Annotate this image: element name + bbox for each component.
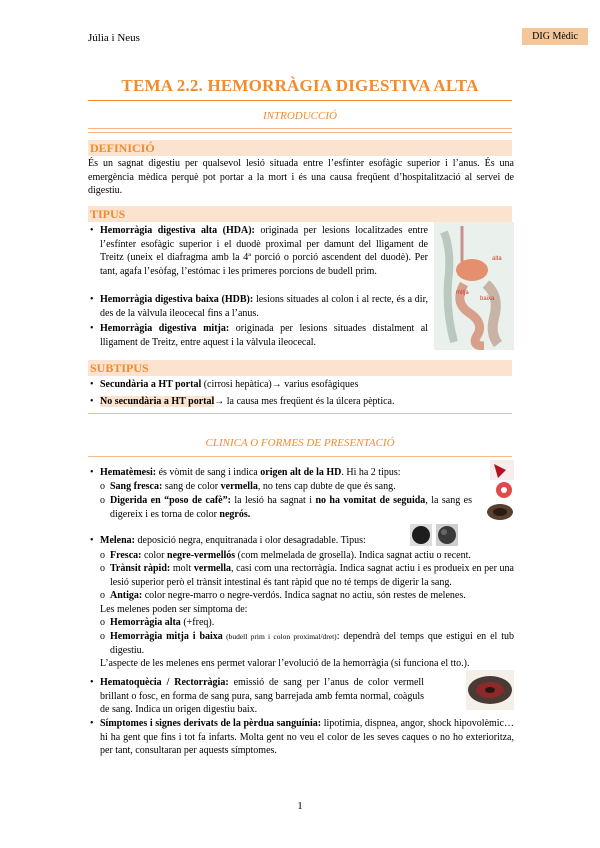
subtipus-item-2: • No secundària a HT portal→ la causa mes freqüent és la úlcera pèptica. — [90, 396, 395, 407]
bullet-icon: • — [90, 294, 94, 305]
clinica-melena: • Melena: deposició negra, enquitranada i olor desagradable. Tipus: — [90, 535, 366, 546]
bullet-icon: • — [90, 379, 94, 390]
subtipus-item-1: • Secundària a HT portal (cirrosi hepàtica)→ varius esofàgiques — [90, 379, 359, 390]
section-definicio-heading: DEFINICIÓ — [88, 140, 512, 156]
label-alta: alta — [492, 256, 502, 262]
melena-symptom-line: Les melenes poden ser símptoma de: — [100, 604, 248, 615]
clinica-divider — [88, 456, 512, 457]
bullet-icon: • — [90, 535, 94, 546]
intro-divider-2 — [88, 132, 512, 133]
tipus-item-hda: • Hemorràgia digestiva alta (HDA): originada per lesions localitzades entre l’esfínter esofàgic superior i el duodè proximal per damunt del lligament de Treitz (uneix el diafragma amb la 4ª porció o porció ascendent del duodè). Per tant, agafa l’esòfag, l’estómac i les primeres porcions de budell prim. — [90, 225, 428, 277]
page-title: TEMA 2.2. HEMORRÀGIA DIGESTIVA ALTA — [121, 76, 479, 95]
melena-hemorragia-mitja-baixa: o Hemorràgia mitja i baixa (budell prim i colon proximal/dret): dependrà del temps que estigui en el tub digestiu. — [100, 631, 514, 656]
bullet-icon: • — [90, 323, 94, 334]
hematemesi-poso-cafe: o Digerida en “poso de cafè”: la lesió ha sagnat i no ha vomitat de seguida, la sang es digereix i es torna de color negrós. — [100, 495, 472, 520]
melena-antiga: o Antiga: color negre-marro o negre-verdós. Indica sagnat no actiu, són restes de melenes. — [100, 590, 466, 601]
intro-divider — [88, 128, 512, 129]
section-subtipus-heading: SUBTIPUS — [88, 360, 512, 376]
definicio-text: És un sagnat digestiu per qualsevol lesió situada entre l’esfínter esofàgic superior i l’anus. És una emergència mèdica perquè pot portar a la mort i és una causa freqüent d’hospitalització al servei de digestiu. — [88, 158, 514, 196]
bullet-icon: • — [90, 467, 94, 478]
hematoquecia-illustration — [466, 670, 514, 710]
subtipus-divider — [88, 413, 512, 414]
section-tipus-heading: TIPUS — [88, 206, 512, 222]
bullet-icon: • — [90, 718, 94, 729]
title-divider — [88, 100, 512, 101]
vomit-blood-illustration — [478, 460, 514, 522]
melena-transit-rapid: o Trànsit ràpid: molt vermella, casi com una rectorràgia. Indica sagnat actiu i es produeix en per una lesió superior però el trànsit intestinal és tant ràpid que no té temps de digerir la sang. — [100, 563, 514, 588]
page-number: 1 — [297, 800, 303, 812]
header-author: Júlia i Neus — [88, 32, 140, 44]
digestive-tract-illustration — [434, 222, 514, 350]
melena-hemorragia-alta: o Hemorràgia alta (+freq). — [100, 617, 215, 628]
bullet-icon: • — [90, 677, 94, 688]
clinica-hematoquecia: • Hematoquècia / Rectorràgia: emissió de sang per l’anus de color vermell brillant o fosc, en forma de sang pura, sang barrejada amb femta normal, coàguls de sang. Indica un origen digestiu baix. — [90, 677, 424, 715]
tipus-item-mitja: • Hemorràgia digestiva mitja: originada per lesions situades distalment al lligament de Treitz, entre aquest i la vàlvula ileocecal. — [90, 323, 428, 348]
hematemesi-sang-fresca: o Sang fresca: sang de color vermella, no tens cap dubte de que és sang. — [100, 481, 396, 492]
section-introduccio-heading: INTRODUCCIÓ — [263, 110, 337, 122]
melena-fresca: o Fresca: color negre-vermellós (com melmelada de grosella). Indica sagnat actiu o recent. — [100, 550, 471, 561]
clinica-hematemesi: • Hematèmesi: és vòmit de sang i indica origen alt de la HD. Hi ha 2 tipus: — [90, 467, 401, 478]
section-clinica-heading: CLINICA O FORMES DE PRESENTACIÓ — [205, 437, 395, 449]
clinica-simptomes: • Símptomes i signes derivats de la pèrdua sanguínia: lipotímia, dispnea, angor, shock hipovolèmic… hi ha gent que fins i tot fa infarts. Molta gent no veu el color de les seves caques o no ho exterioritza, per tant, consultaran per aquests símptomes. — [90, 718, 514, 756]
label-baixa: baixa — [480, 296, 495, 302]
header-tag: DIG Mèdic — [522, 28, 588, 45]
bullet-icon: • — [90, 225, 94, 236]
melena-illustration — [410, 524, 458, 546]
tipus-item-hdb: • Hemorràgia digestiva baixa (HDB): lesions situades al colon i al recte, és a dir, des de la vàlvula ileocecal fins a l’anus. — [90, 294, 428, 319]
label-mitja: mitja — [456, 290, 469, 296]
bullet-icon: • — [90, 396, 94, 407]
melena-final: L’aspecte de les melenes ens permet valorar l’evolució de la hemorràgia (si funciona el tto.). — [100, 658, 470, 669]
